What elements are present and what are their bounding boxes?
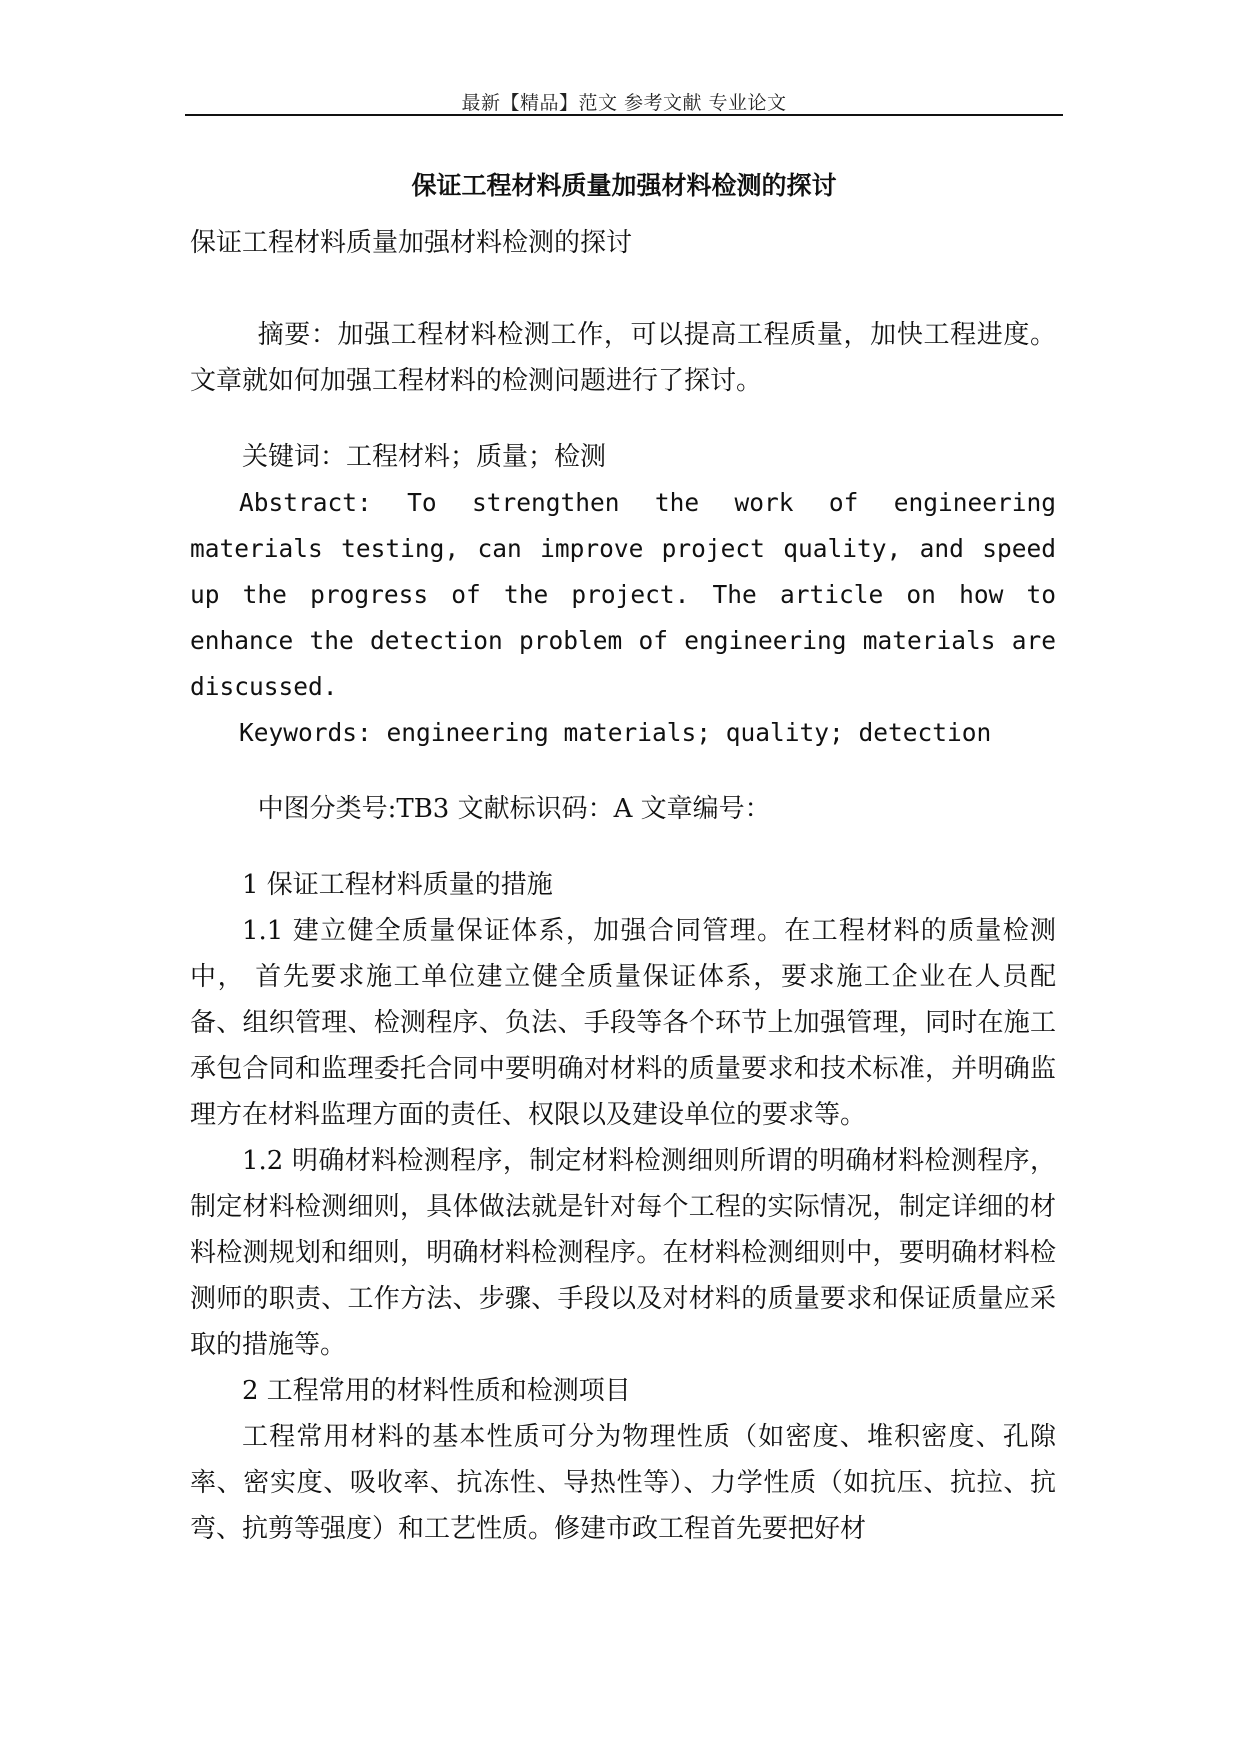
spacer (190, 266, 1056, 312)
keywords-en: Keywords: engineering materials; quality; detection (239, 718, 992, 747)
section-1-2-paragraph: 1.2 明确材料检测程序，制定材料检测细则所谓的明确材料检测程序，制定材料检测细则，具体做法就是针对每个工程的实际情况，制定详细的材料检测规划和细则，明确材料检测程序。在材料检测细则中，要明确材料检测师的职责、工作方法、步骤、手段以及对材料的质量要求和保证质量应采取的措施等。 (190, 1146, 1056, 1360)
spacer (190, 404, 1056, 434)
document-body (190, 220, 1056, 1552)
abstract-en: Abstract: To strengthen the work of engineering materials testing, can improve project quality, and speed up the progress of the project. The article on how to enhance the detection problem of engineering materials are discussed. (190, 488, 1056, 701)
section-2-paragraph: 工程常用材料的基本性质可分为物理性质（如密度、堆积密度、孔隙率、密实度、吸收率、抗冻性、导热性等）、力学性质（如抗压、抗拉、抗弯、抗剪等强度）和工艺性质。修建市政工程首先要把好材 (190, 1422, 1056, 1544)
section-2-heading: 2 工程常用的材料性质和检测项目 (242, 1376, 631, 1406)
header-divider (185, 114, 1063, 116)
section-1-1-paragraph: 1.1 建立健全质量保证体系，加强合同管理。在工程材料的质量检测中， 首先要求施工单位建立健全质量保证体系，要求施工企业在人员配备、组织管理、检测程序、负法、手段等各个环节上加强管理，同时在施工承包合同和监理委托合同中要明确对材料的质量要求和技术标准，并明确监理方在材料监理方面的责任、权限以及建设单位的要求等。 (190, 916, 1056, 1130)
page-header: 最新【精品】范文 参考文献 专业论文 (461, 92, 787, 114)
abstract-cn: 摘要：加强工程材料检测工作，可以提高工程质量，加快工程进度。文章就如何加强工程材料的检测问题进行了探讨。 (190, 320, 1056, 396)
document-title: 保证工程材料质量加强材料检测的探讨 (411, 171, 837, 200)
classification-line: 中图分类号:TB3 文献标识码：A 文章编号： (257, 794, 771, 824)
section-1-heading: 1 保证工程材料质量的措施 (242, 870, 553, 900)
document-subtitle: 保证工程材料质量加强材料检测的探讨 (190, 228, 633, 258)
keywords-cn: 关键词：工程材料；质量；检测 (242, 442, 607, 472)
spacer (190, 756, 1056, 786)
spacer (190, 832, 1056, 862)
